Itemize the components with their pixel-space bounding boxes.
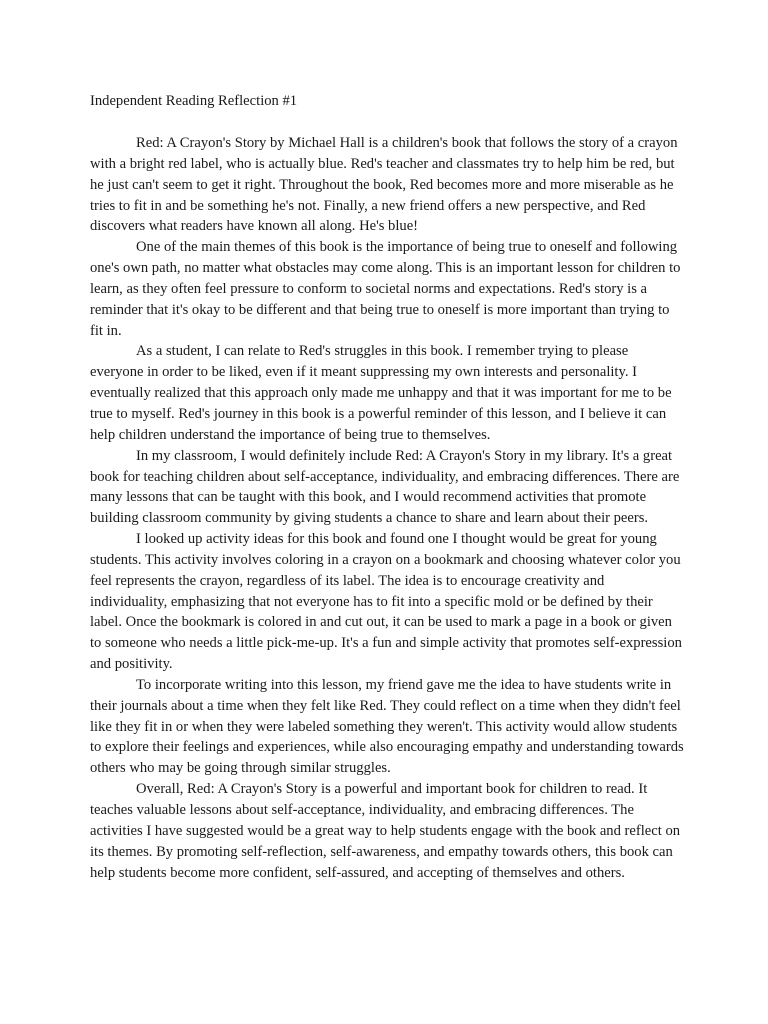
paragraph-writing: To incorporate writing into this lesson, my friend gave me the idea to have students write in their journals about a time when they felt like Red. They could reflect on a time when they didn't feel like they fit in or when they were labeled something they weren't. This activity would allow students to explore their feelings and experiences, while also encouraging empathy and understanding towards others who may be going through similar struggles. [90, 676, 684, 777]
paragraph-classroom: In my classroom, I would definitely include Red: A Crayon's Story in my library. It's a great book for teaching children about self-acceptance, individuality, and embracing differences. There are many lessons that can be taught with this book, and I would recommend activities that promote building classroom community by giving students a chance to share and learn about their peers. [90, 447, 680, 527]
paragraph-summary: Red: A Crayon's Story by Michael Hall is a children's book that follows the story of a crayon with a bright red label, who is actually blue. Red's teacher and classmates try to help him be red, but he just can't seem to get it right. Throughout the book, Red becomes more and more miserable as he tries to fit in and be something he's not. Finally, a new friend offers a new perspective, and Red discovers what readers have known all along. He's blue! [90, 135, 678, 235]
document-page [90, 91, 684, 883]
document-title: Independent Reading Reflection #1 [90, 93, 298, 109]
paragraph-activity: I looked up activity ideas for this book and found one I thought would be great for young students. This activity involves coloring in a crayon on a bookmark and choosing whatever color you feel represents the crayon, regardless of its label. The idea is to encourage creativity and individuality, emphasizing that not everyone has to fit into a specific mold or be defined by their label. Once the bookmark is colored in and cut out, it can be used to mark a page in a book or given to someone who needs a little pick-me-up. It's a fun and simple activity that promotes self-expression and positivity. [90, 531, 682, 673]
paragraph-personal: As a student, I can relate to Red's struggles in this book. I remember trying to please everyone in order to be liked, even if it meant suppressing my own interests and personality. I eventually realized that this approach only made me unhappy and that it was important for me to be true to myself. Red's journey in this book is a powerful reminder of this lesson, and I believe it can help children understand the importance of being true to themselves. [90, 343, 672, 443]
paragraph-conclusion: Overall, Red: A Crayon's Story is a powerful and important book for children to read. It teaches valuable lessons about self-acceptance, individuality, and embracing differences. The activities I have suggested would be a great way to help students engage with the book and reflect on its themes. By promoting self-reflection, self-awareness, and empathy towards others, this book can help students become more confident, self-assured, and accepting of themselves and others. [90, 781, 681, 881]
paragraph-themes: One of the main themes of this book is the importance of being true to oneself and following one's own path, no matter what obstacles may come along. This is an important lesson for children to learn, as they often feel pressure to conform to societal norms and expectations. Red's story is a reminder that it's okay to be different and that being true to oneself is more important than trying to fit in. [90, 239, 681, 339]
